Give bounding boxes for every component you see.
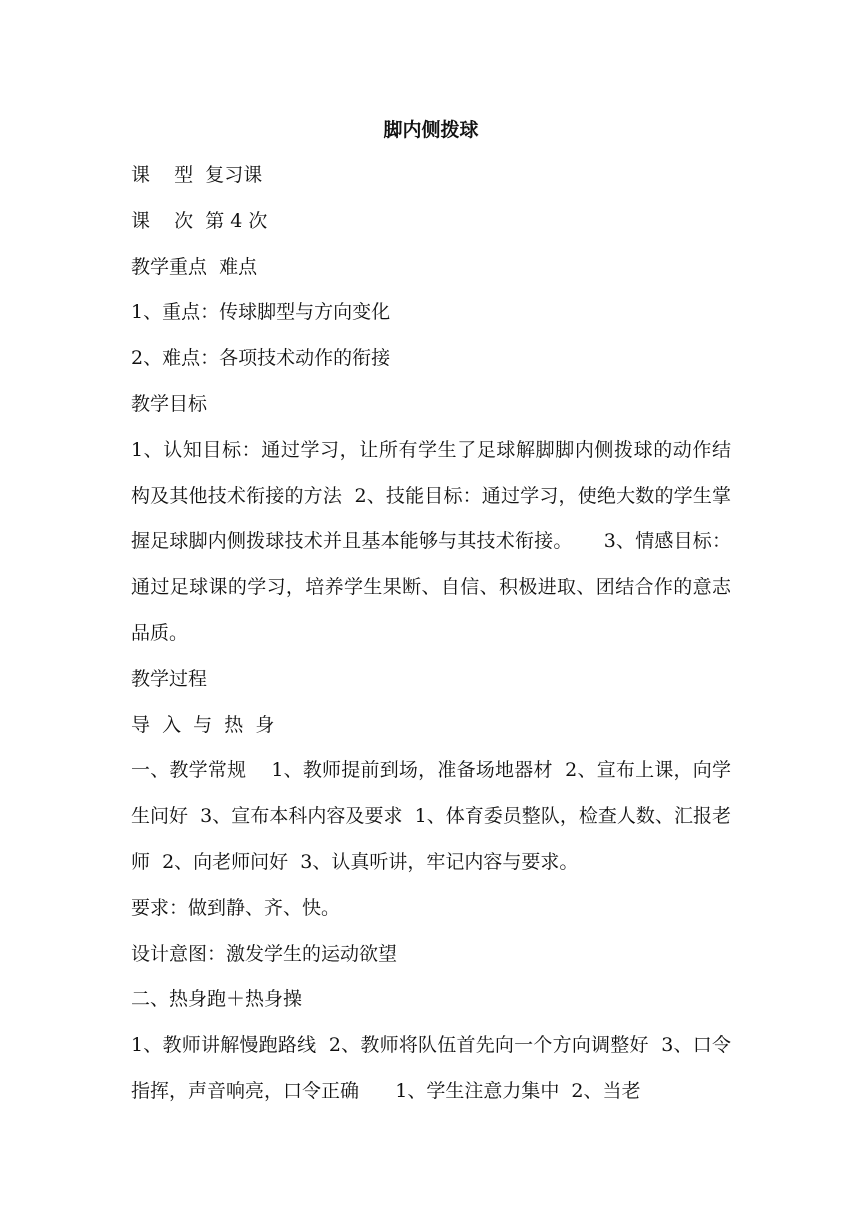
lesson-type-line: 课 型 复习课	[131, 164, 263, 186]
teaching-goals-paragraph: 1、认知目标：通过学习，让所有学生了足球解脚脚内侧拨球的动作结构及其他技术衔接的方法 2、技能目标：通过学习，使绝大数的学生掌握足球脚内侧拨球技术并且基本能够与其技术衔接。 3、情感目标：通过足球课的学习，培养学生果断、自信、积极进取、团结合作的意志品质。	[131, 438, 731, 644]
section-two-heading: 二、热身跑＋热身操	[131, 988, 303, 1011]
document-page	[131, 108, 731, 1115]
warmup-heading: 导 入 与 热 身	[131, 713, 275, 736]
teaching-goals-heading: 教学目标	[131, 392, 208, 415]
teaching-process-heading: 教学过程	[131, 667, 208, 690]
key-points-heading: 教学重点 难点	[131, 255, 258, 278]
document-title: 脚内侧拨球	[383, 119, 479, 141]
requirement-line: 要求：做到静、齐、快。	[131, 896, 341, 919]
routine-paragraph: 一、教学常规 1、教师提前到场，准备场地器材 2、宣布上课，向学生问好 3、宣布本科内容及要求 1、体育委员整队，检查人数、汇报老师 2、向老师问好 3、认真听讲，牢记内容与要求。	[131, 759, 731, 873]
warmup-run-paragraph: 1、教师讲解慢跑路线 2、教师将队伍首先向一个方向调整好 3、口令指挥，声音响亮，口令正确 1、学生注意力集中 2、当老	[131, 1034, 731, 1102]
key-point-item: 1、重点：传球脚型与方向变化	[131, 301, 391, 324]
difficulty-item: 2、难点：各项技术动作的衔接	[131, 347, 391, 370]
design-intent-line: 设计意图：激发学生的运动欲望	[131, 942, 398, 965]
lesson-count-line: 课 次 第 4 次	[131, 209, 268, 232]
